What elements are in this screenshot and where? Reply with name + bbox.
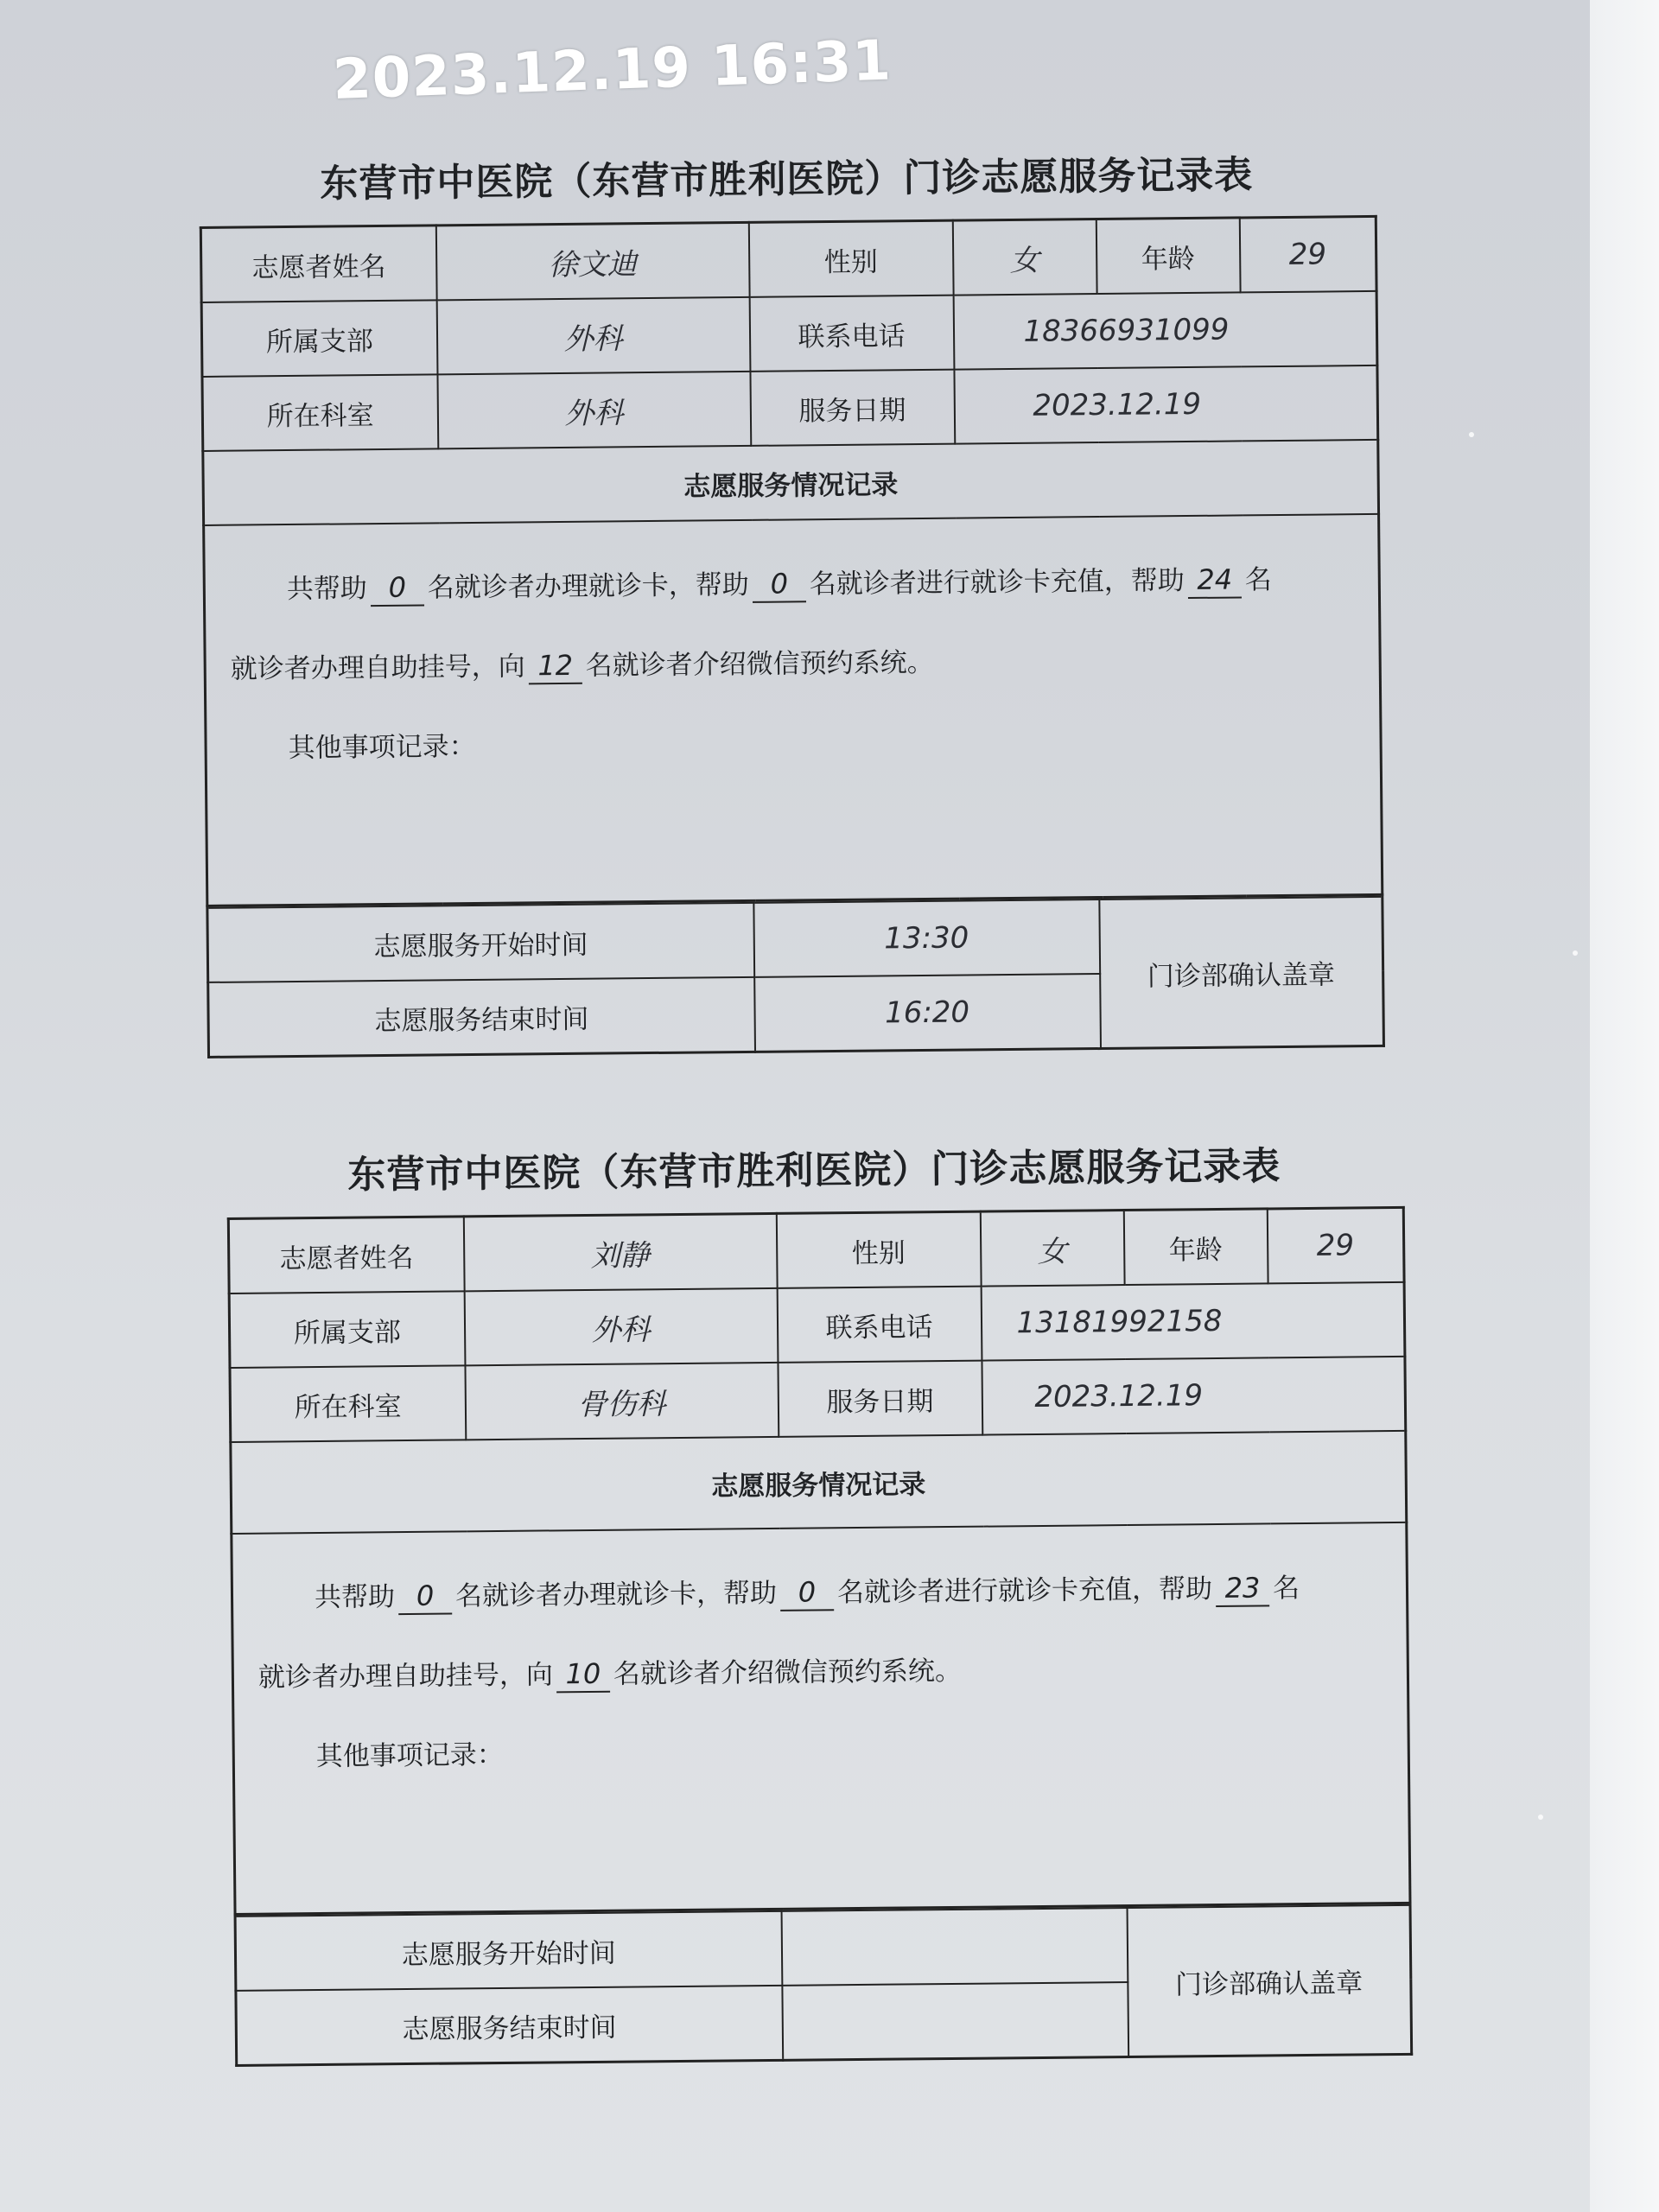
record-line-2 xyxy=(230,619,1355,709)
department-label: 所在科室 xyxy=(202,374,438,451)
record-line-2 xyxy=(257,1627,1382,1717)
department-label: 所在科室 xyxy=(230,1365,466,1442)
date-label: 服务日期 xyxy=(750,370,955,446)
record-form-2 xyxy=(226,1134,1410,2067)
record-line-1 xyxy=(229,539,1354,629)
name-label: 志愿者姓名 xyxy=(200,226,436,302)
other-notes-label: 其他事项记录： xyxy=(288,730,476,764)
branch-label: 所属支部 xyxy=(201,300,437,377)
age-label: 年龄 xyxy=(1123,1209,1268,1285)
wechat-count-value: 12 xyxy=(529,648,582,685)
info-row-1 xyxy=(228,1207,1404,1294)
record-text: 名就诊者进行就诊卡充值，帮助 xyxy=(836,1573,1213,1608)
branch-value: 外科 xyxy=(563,321,623,357)
photo-timestamp: 2023.12.19 16:31 xyxy=(332,29,893,112)
age-value: 29 xyxy=(1288,237,1327,272)
time-table xyxy=(206,896,1385,1058)
paper-speck xyxy=(1573,950,1578,956)
gender-value: 女 xyxy=(1037,1234,1067,1269)
info-row-3 xyxy=(230,1357,1406,1442)
phone-value: 13181992158 xyxy=(1016,1303,1223,1341)
record-text: 名就诊者进行就诊卡充值，帮助 xyxy=(809,565,1185,600)
end-time-label: 志愿服务结束时间 xyxy=(236,1986,783,2066)
phone-label: 联系电话 xyxy=(749,296,954,372)
record-text: 就诊者办理自助挂号，向 xyxy=(230,651,525,684)
section-header: 志愿服务情况记录 xyxy=(231,1431,1407,1534)
info-table xyxy=(200,215,1384,907)
end-time-value: 16:20 xyxy=(884,995,970,1031)
department-value: 骨伤科 xyxy=(577,1386,666,1422)
start-time-label: 志愿服务开始时间 xyxy=(235,1911,782,1991)
date-label: 服务日期 xyxy=(778,1361,982,1437)
record-text: 名就诊者办理就诊卡，帮助 xyxy=(427,569,749,603)
phone-label: 联系电话 xyxy=(777,1287,982,1363)
info-row-2 xyxy=(201,291,1377,377)
stamp-label: 门诊部确认盖章 xyxy=(1099,897,1384,1049)
record-text: 就诊者办理自助挂号，向 xyxy=(257,1659,554,1693)
info-row-1 xyxy=(200,216,1376,302)
self-register-count-value: 23 xyxy=(1216,1570,1269,1607)
name-value: 徐文迪 xyxy=(548,246,637,283)
paper-speck xyxy=(1538,1815,1543,1820)
card-count-value: 0 xyxy=(371,570,424,607)
name-value: 刘静 xyxy=(590,1237,650,1274)
other-notes-label: 其他事项记录： xyxy=(315,1738,504,1772)
wechat-count-value: 10 xyxy=(556,1656,610,1694)
background-edge xyxy=(1590,0,1659,2212)
start-time-value: 13:30 xyxy=(884,920,969,957)
record-text: 名就诊者介绍微信预约系统。 xyxy=(613,1655,963,1689)
gender-label: 性别 xyxy=(776,1211,981,1288)
gender-value: 女 xyxy=(1009,243,1039,278)
info-row-3 xyxy=(202,365,1378,451)
date-value: 2023.12.19 xyxy=(1033,386,1202,423)
age-label: 年龄 xyxy=(1096,218,1240,294)
branch-label: 所属支部 xyxy=(229,1291,465,1368)
info-row-2 xyxy=(229,1282,1405,1368)
record-text: 共帮助 xyxy=(286,573,368,605)
form-title: 东营市中医院（东营市胜利医院）门诊志愿服务记录表 xyxy=(347,1144,1281,1198)
record-text: 名 xyxy=(1244,564,1272,595)
stamp-label: 门诊部确认盖章 xyxy=(1127,1905,1412,2057)
record-text: 名就诊者介绍微信预约系统。 xyxy=(585,646,934,681)
record-line-1 xyxy=(257,1548,1382,1637)
name-label: 志愿者姓名 xyxy=(228,1217,464,1294)
service-record xyxy=(232,1522,1410,1915)
section-header: 志愿服务情况记录 xyxy=(203,440,1379,525)
record-text: 名 xyxy=(1272,1573,1300,1604)
service-record xyxy=(204,514,1382,906)
recharge-count-value: 0 xyxy=(780,1574,834,1611)
date-value: 2023.12.19 xyxy=(1034,1378,1204,1415)
branch-value: 外科 xyxy=(591,1312,651,1348)
age-value: 29 xyxy=(1316,1228,1355,1263)
card-count-value: 0 xyxy=(398,1579,452,1616)
phone-value: 18366931099 xyxy=(1023,312,1230,349)
record-text: 名就诊者办理就诊卡，帮助 xyxy=(454,1577,778,1611)
paper-speck xyxy=(1469,432,1474,437)
end-time-label: 志愿服务结束时间 xyxy=(208,977,755,1058)
info-table xyxy=(227,1206,1412,1916)
self-register-count-value: 24 xyxy=(1188,562,1242,599)
gender-label: 性别 xyxy=(748,220,953,297)
start-time-label: 志愿服务开始时间 xyxy=(207,903,754,982)
form-title: 东营市中医院（东营市胜利医院）门诊志愿服务记录表 xyxy=(320,153,1254,207)
record-form-1 xyxy=(199,143,1382,1058)
department-value: 外科 xyxy=(564,395,624,431)
recharge-count-value: 0 xyxy=(753,566,806,603)
record-text: 共帮助 xyxy=(314,1581,396,1613)
time-table xyxy=(234,1904,1414,2067)
